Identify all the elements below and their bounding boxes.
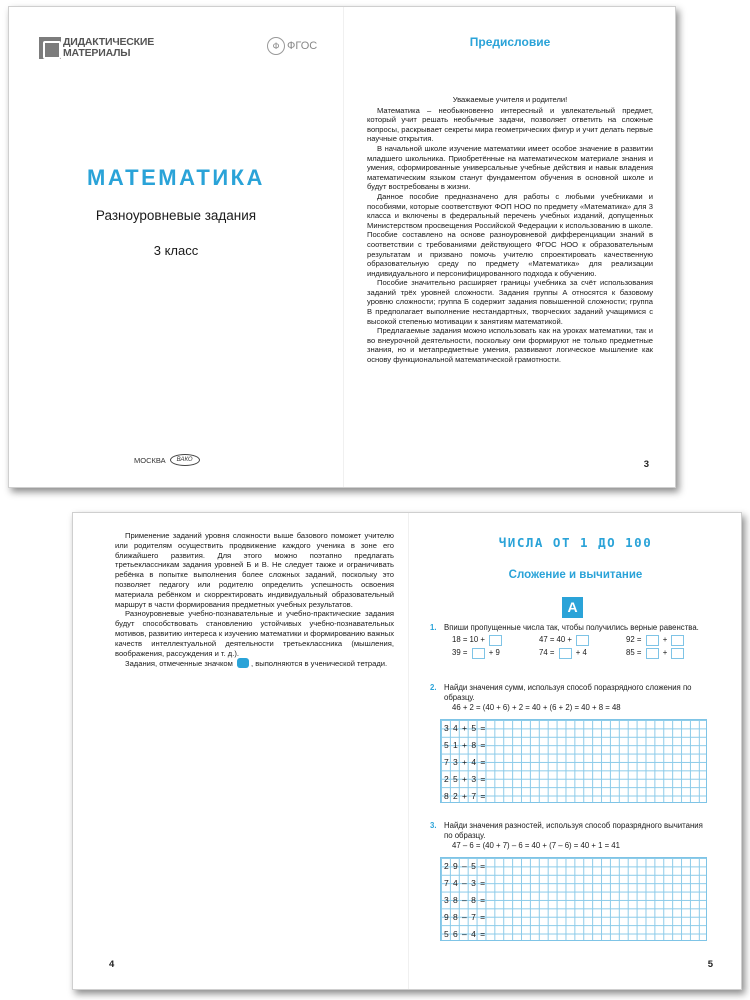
equation: 85 = +: [626, 648, 713, 659]
book-subtitle: Разноуровневые задания: [95, 208, 257, 223]
page-number: 4: [109, 959, 115, 970]
fgos-emblem-icon: Ф: [267, 37, 285, 55]
task-example: 47 – 6 = (40 + 7) – 6 = 40 + (7 – 6) = 40 + 1 = 41: [452, 841, 620, 851]
publisher-city: МОСКВА: [134, 455, 166, 465]
logo-line2: МАТЕРИАЛЫ: [63, 47, 131, 59]
preface-paragraph: Данное пособие предназначено для работы с любыми учебниками и пособиями, которые соответствуют ФОП НОО по предмету «Математика» для 3 класса и включены в федеральный перечень учебных изданий, допущенных Министерством просвещения Российской Федерации к использованию в школе. Пособие составлено на основе разноуровневой дифференциации знаний в соответствии с требованиями действующего ФГОС НОО к образовательным результатам и призвано помочь учителю спроектировать качественную образовательную среду по предмету «Математика» для реализации индивидуального и персонифицированного подхода к обучению.: [367, 191, 653, 278]
grid-expression: 38–8=: [444, 894, 490, 905]
task-example: 46 + 2 = (40 + 6) + 2 = 40 + (6 + 2) = 40 + 8 = 48: [452, 703, 621, 713]
page4-body: [115, 531, 394, 669]
preface-page: [343, 7, 676, 487]
answer-box[interactable]: [646, 648, 659, 659]
page-number: 3: [643, 459, 649, 470]
subsection-title: Сложение и вычитание: [508, 569, 643, 581]
page-4: [73, 513, 408, 989]
answer-box[interactable]: [489, 635, 502, 646]
level-badge: А: [562, 597, 583, 618]
preface-body: [367, 95, 653, 365]
publisher-series-logo: [39, 37, 154, 59]
spread-cover-preface: [8, 6, 676, 488]
grid-expression: 51+8=: [444, 740, 490, 751]
publisher-logo: ВАКО: [170, 454, 200, 466]
grid-paper[interactable]: [440, 719, 707, 803]
answer-box[interactable]: [576, 635, 589, 646]
task-number: 2.: [430, 683, 437, 692]
grid-rows: [441, 858, 489, 942]
task-3: [430, 821, 713, 851]
logo-line1: ДИДАКТИЧЕСКИЕ: [63, 36, 155, 48]
grid-expression: 29–5=: [444, 861, 490, 872]
page-number: 5: [707, 959, 713, 970]
preface-paragraph: Предлагаемые задания можно использовать как на уроках математики, так и во внеурочной деятельности, поскольку они формируют не только предметные знания, но и метапредметные умения, развивают логическое мышление как основу функциональной математической грамотности.: [367, 326, 653, 365]
fgos-label: ФГОС: [287, 40, 318, 52]
grid-expression: 82+7=: [444, 790, 490, 801]
grid-rows: [441, 720, 490, 804]
answer-box[interactable]: [671, 648, 684, 659]
equation: 39 = + 9: [452, 648, 500, 658]
task-2: [430, 683, 713, 713]
spread-pages-4-5: [72, 512, 742, 990]
equation: 47 = 40 +: [539, 635, 626, 646]
task-text: Впиши пропущенные числа так, чтобы получились верные равенства.: [444, 623, 699, 632]
grid-expression: 73+4=: [444, 756, 490, 767]
notebook-icon: [237, 658, 249, 668]
answer-box[interactable]: [671, 635, 684, 646]
cover-page: [9, 7, 343, 487]
preface-heading: Предисловие: [469, 35, 551, 49]
answer-box[interactable]: [559, 648, 572, 659]
preface-paragraph: Пособие значительно расширяет границы учебника за счёт использования заданий трёх уровней сложности. Задания группы А относятся к базовому уровню сложности; группа Б содержит задания повышенной сложности; группа В предполагает выполнение нестандартных, творческих заданий учащимися с высокой степенью мотивации к занятиям математикой.: [367, 278, 653, 326]
equation-row: [452, 648, 713, 659]
page-5: [408, 513, 742, 989]
preface-paragraph: Математика – необыкновенно интересный и увлекательный предмет, который учит решать необычные задачи, позволяет ответить на сложные вопросы, раскрывает секреты мира геометрических фигур и учит делать первые научные открытия.: [367, 105, 653, 144]
fgos-logo: [267, 37, 317, 55]
task-number: 1.: [430, 623, 437, 632]
answer-grid[interactable]: [440, 719, 707, 803]
page4-paragraph: Разноуровневые учебно-познавательные и учебно-практические задания будут способствовать становлению устойчивых учебно-познавательных мотивов, развитию интереса к изучению математики и формированию важных качеств интеллектуальной деятельности третьеклассника (мышления, воображения, рассуждения и т. д.).: [115, 609, 394, 658]
page4-paragraph: Применение заданий уровня сложности выше базового поможет учителю или родителям осуществить продвижение каждого ученика в зоне его ближайшего развития. Для этого можно поэтапно предлагать третьеклассникам задания уровней Б и В. Не следует также и ограничивать ребёнка в попытке выполнения более сложных заданий, поскольку это позволяет педагогу или родителю определить успешность освоения материала ребёнком и скорректировать индивидуальный образовательный маршрут в части формирования предметных учебных результатов.: [115, 531, 394, 609]
page4-paragraph-notebook: Задания, отмеченные значком , выполняются в ученической тетради.: [125, 659, 388, 669]
equation: 18 = 10 +: [452, 635, 539, 646]
grid-paper[interactable]: [440, 857, 707, 941]
book-title: МАТЕМАТИКА: [87, 165, 265, 190]
equation: 92 = +: [626, 635, 713, 646]
grid-expression: 74–3=: [444, 878, 490, 889]
task-text: Найди значения разностей, используя способ поразрядного вычитания по образцу.: [444, 821, 703, 840]
equation-row: [452, 635, 713, 646]
equation: 74 = + 4: [539, 648, 587, 658]
grid-expression: 25+3=: [444, 773, 490, 784]
preface-greeting: Уважаемые учителя и родители!: [452, 95, 568, 104]
section-title: ЧИСЛА ОТ 1 ДО 100: [498, 535, 653, 550]
answer-grid[interactable]: [440, 857, 707, 941]
task-number: 3.: [430, 821, 437, 830]
logo-mark-icon: [39, 37, 61, 59]
answer-box[interactable]: [472, 648, 485, 659]
task-1: [430, 623, 713, 659]
publisher-imprint: [134, 454, 200, 466]
grid-expression: 56–4=: [444, 928, 490, 939]
grid-expression: 98–7=: [444, 911, 490, 922]
grid-expression: 34+5=: [444, 723, 490, 734]
task-text: Найди значения сумм, используя способ поразрядного сложения по образцу.: [444, 683, 692, 702]
book-grade: 3 класс: [153, 243, 199, 258]
preface-paragraph: В начальной школе изучение математики имеет особое значение в развитии младшего школьника. Приобретённые на математическом материале знания и умения, сформированные универсальные учебные действия и навык владения математическим языком станут фундаментом обучения в основной школе и будут востребованы в жизни.: [367, 143, 653, 192]
answer-box[interactable]: [646, 635, 659, 646]
